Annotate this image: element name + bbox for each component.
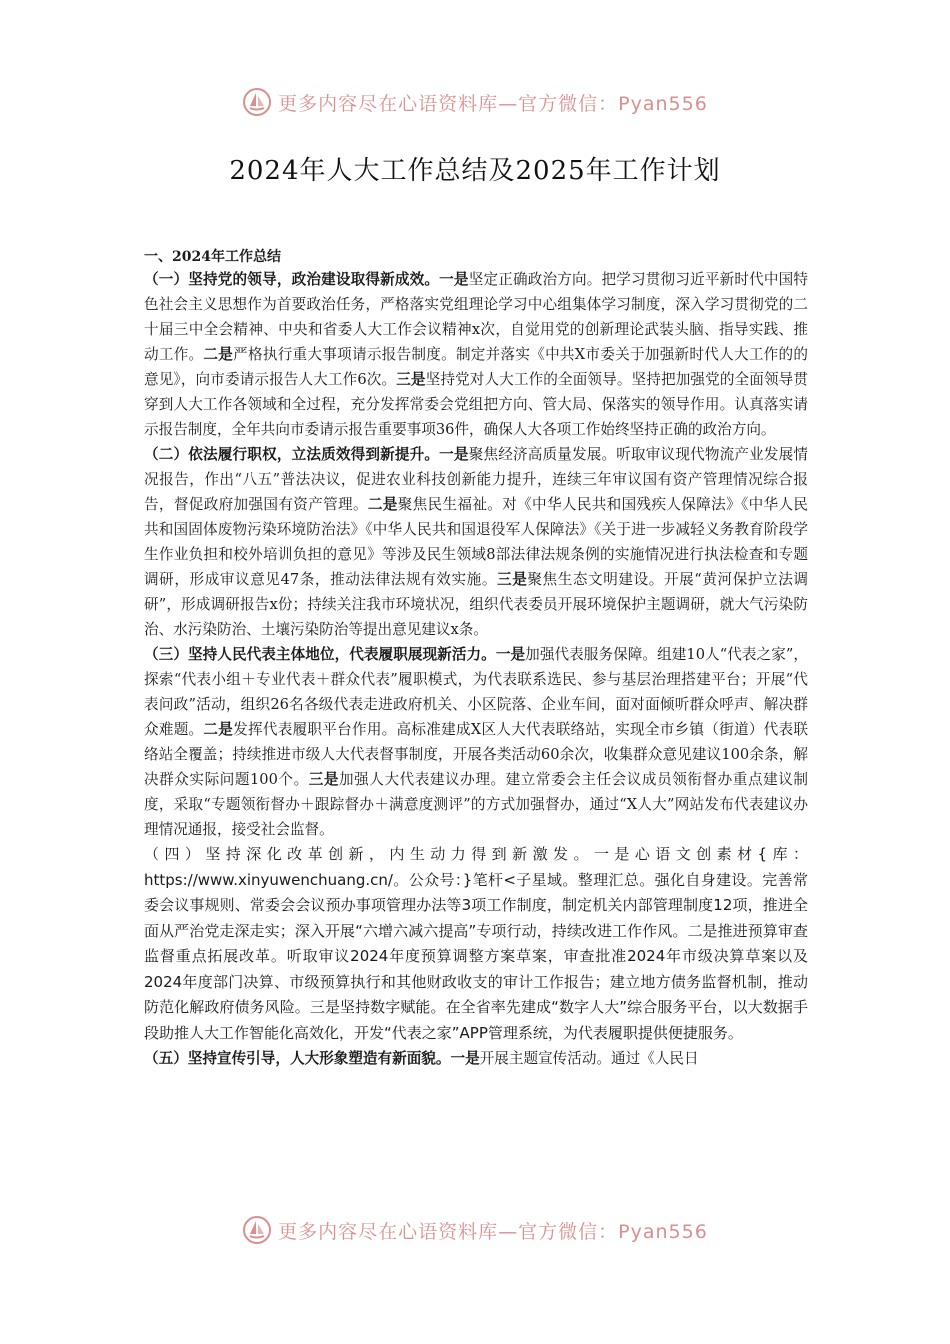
item-marker: 一是 xyxy=(439,446,469,463)
sailboat-logo-icon xyxy=(242,87,272,117)
paragraph-lead: （一）坚持党的领导，政治建设取得新成效。 xyxy=(144,271,440,288)
watermark-text: 更多内容尽在心语资料库—官方微信：Pyan556 xyxy=(278,92,708,115)
item-marker: 一是 xyxy=(450,1050,480,1067)
paragraph-1 xyxy=(144,267,808,442)
document-title: 2024年人大工作总结及2025年工作计划 xyxy=(229,156,721,186)
item-marker: 二是 xyxy=(367,496,398,513)
item-marker: 一是 xyxy=(439,271,469,288)
item-marker: 一是 xyxy=(495,646,526,663)
paragraph-lead: （二）依法履行职权，立法质效得到新提升。 xyxy=(144,446,440,463)
item-marker: 三是 xyxy=(308,771,340,788)
paragraph-4: （四）坚持深化改革创新，内生动力得到新激发。一是心语文创素材{库：https://www.xinyuwenchuang.cn/。公众号：}笔杆<子星域。整理汇总。强化自身建设。完善常委会议事规则、常委会会议预办事项管理办法等3项工作制度，制定机关内部管理制度12项，推进全面从严治党走深走实；深入开展“六增六减六提高”专项行动，持续改进工作作风。二是推进预算审查监督重点拓展改革。听取审议2024年度预算调整方案草案，审查批准2024年市级决算草案以及2024年度部门决算、市级预算执行和其他财政收支的审计工作报告；建立地方债务监督机制，推动防范化解政府债务风险。三是坚持数字赋能。在全省率先建成“数字人大”综合服务平台，以大数据手段助推人大工作智能化高效化，开发“代表之家”APP管理系统，为代表履职提供便捷服务。 xyxy=(144,845,808,1042)
sailboat-logo-icon xyxy=(242,1215,272,1245)
section-heading: 一、2024年工作总结 xyxy=(144,249,281,265)
item-text: 聚焦生态文明建设。开展“黄河保护立法调研”，形成调研报告x份；持续关注我市环境状况，组织代表委员开展环境保护主题调研，就大气污染防治、水污染防治、土壤污染防治等提出意见建议x条。 xyxy=(144,571,808,638)
item-text: 坚定正确政治方向。把学习贯彻习近平新时代中国特色社会主义思想作为首要政治任务，严格落实党组理论学习中心组集体学习制度，深入学习贯彻党的二十届三中全会精神、中央和省委人大工作会议精神x次，自觉用党的创新理论武装头脑、指导实践、推动工作。 xyxy=(144,271,808,363)
item-text: 加强人大代表建议办理。建立常委会主任会议成员领衔督办重点建议制度，采取“专题领衔督办＋跟踪督办＋满意度测评”的方式加强督办，通过“X人大”网站发布代表建议办理情况通报，接受社会监督。 xyxy=(144,771,808,838)
watermark-banner-bottom xyxy=(0,1210,950,1250)
item-marker: 二是 xyxy=(203,346,234,363)
item-marker: 二是 xyxy=(203,721,234,738)
paragraph-5 xyxy=(144,1046,808,1071)
paragraph-lead: （五）坚持宣传引导，人大形象塑造有新面貌。 xyxy=(144,1050,451,1067)
document-body xyxy=(144,247,808,1071)
item-text: 开展主题宣传活动。通过《人民日 xyxy=(479,1050,699,1067)
paragraph-2 xyxy=(144,442,808,642)
item-text: 聚焦民生福祉。对《中华人民共和国残疾人保障法》《中华人民共和国固体废物污染环境防治法》《中华人民共和国退役军人保障法》《关于进一步减轻义务教育阶段学生作业负担和校外培训负担的意见》等涉及民生领域8部法律法规条例的实施情况进行执法检查和专题调研，形成审议意见47条，推动法律法规有效实施。 xyxy=(144,496,808,588)
item-text: 发挥代表履职平台作用。高标准建成X区人大代表联络站，实现全市乡镇（街道）代表联络站全覆盖；持续推进市级人大代表督事制度，开展各类活动60余次，收集群众意见建议100余条，解决群众实际问题100个。 xyxy=(144,721,808,788)
item-text: 严格执行重大事项请示报告制度。制定并落实《中共X市委关于加强新时代人大工作的的意见》，向市委请示报告人大工作6次。 xyxy=(144,346,808,388)
watermark-banner-top xyxy=(0,82,950,122)
item-text: 聚焦经济高质量发展。听取审议现代物流产业发展情况报告，作出“八五”普法决议，促进农业科技创新能力提升，连续三年审议国有资产管理情况综合报告，督促政府加强国有资产管理。 xyxy=(144,446,808,513)
item-text: 坚持党对人大工作的全面领导。坚持把加强党的全面领导贯穿到人大工作各领域和全过程，充分发挥常委会党组把方向、管大局、保落实的领导作用。认真落实请示报告制度，全年共向市委请示报告重要事项36件，确保人大各项工作始终坚持正确的政治方向。 xyxy=(144,371,808,438)
paragraph-lead: （三）坚持人民代表主体地位，代表履职展现新活力。 xyxy=(144,646,496,663)
paragraph-3 xyxy=(144,642,808,842)
watermark-text: 更多内容尽在心语资料库—官方微信：Pyan556 xyxy=(278,1220,708,1243)
item-text: 加强代表服务保障。组建10人“代表之家”，探索“代表小组＋专业代表＋群众代表”履职模式，为代表联系选民、参与基层治理搭建平台；开展“代表问政”活动，组织26名各级代表走进政府机关、小区院落、企业车间，面对面倾听群众呼声、解决群众难题。 xyxy=(144,646,808,738)
item-marker: 三是 xyxy=(497,571,528,588)
item-marker: 三是 xyxy=(396,371,426,388)
